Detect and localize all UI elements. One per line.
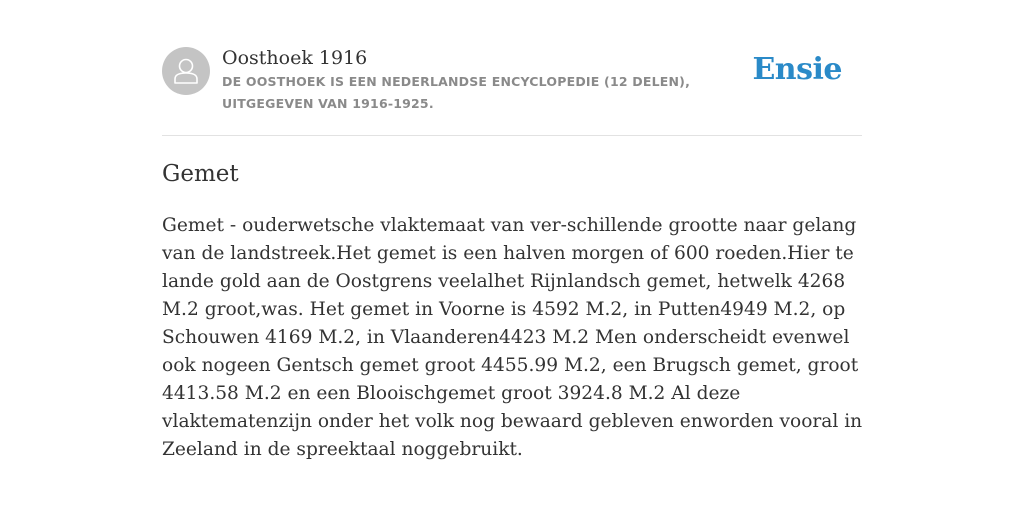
person-icon bbox=[162, 47, 210, 95]
source-title[interactable]: Oosthoek 1916 bbox=[222, 47, 368, 69]
content-container bbox=[162, 0, 863, 460]
brand-logo[interactable]: Ensie bbox=[752, 52, 842, 87]
source-description: DE OOSTHOEK IS EEN NEDERLANDSE ENCYCLOPEDIE (12 DELEN), UITGEGEVEN VAN 1916-1925. bbox=[222, 74, 691, 111]
source-header bbox=[162, 0, 862, 136]
article-title: Gemet bbox=[162, 161, 239, 187]
article-body: Gemet - ouderwetsche vlaktemaat van ver-schillende grootte naar gelang van de landstreek.Het gemet is een halven morgen of 600 roeden.Hier te lande gold aan de Oostgrens veelalhet Rijnlandsch gemet, hetwelk 4268 M.2 groot,was. Het gemet in Voorne is 4592 M.2, in Putten4949 M.2, op Schouwen 4169 M.2, in Vlaanderen4423 M.2 Men onderscheidt evenwel ook nogeen Gentsch gemet groot 4455.99 M.2, een Brugsch gemet, groot 4413.58 M.2 en een Blooischgemet groot 3924.8 M.2 Al deze vlaktematenzijn onder het volk nog bewaard gebleven enworden vooral in Zeeland in de spreektaal noggebruikt. bbox=[162, 215, 863, 460]
